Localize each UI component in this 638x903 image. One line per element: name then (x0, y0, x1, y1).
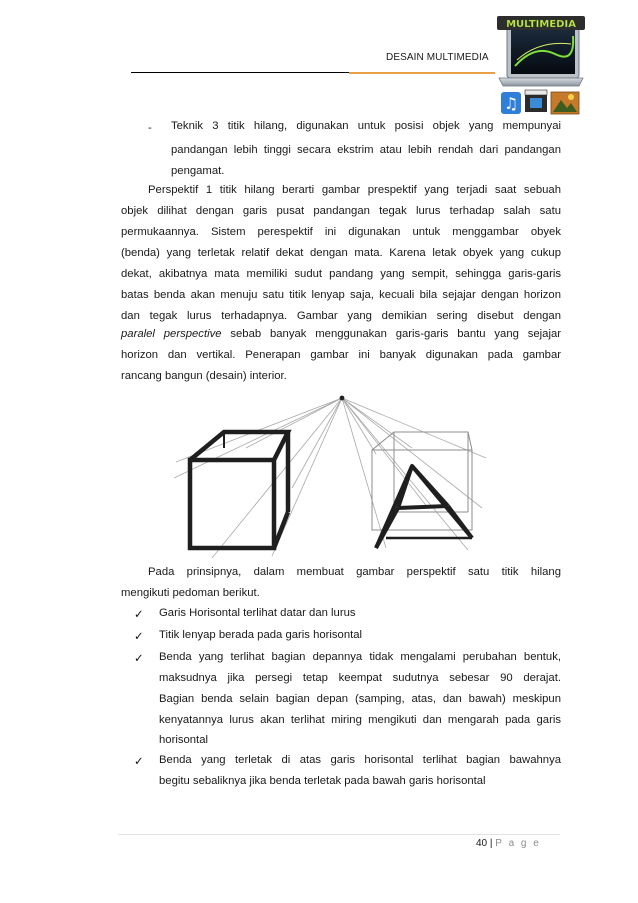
vanishing-point (340, 396, 345, 401)
perspective-illustration (172, 388, 488, 560)
checklist-line: Titik lenyap berada pada garis horisontal (159, 629, 363, 641)
paragraph-line: objek dilihat dengan garis pusat pandangan tegak lurus terhadap salah satu (121, 205, 561, 217)
paragraph-line: rancang bangun (desain) interior. (121, 370, 287, 382)
page-word: P a g e (495, 838, 541, 849)
checklist-line: Garis Horisontal terlihat datar dan lurus (159, 607, 356, 619)
paragraph-line: horizon dan vertikal. Penerapan gambar ini banyak digunakan pada gambar (121, 349, 561, 361)
header-label: DESAIN MULTIMEDIA (386, 52, 489, 63)
page-footer (476, 838, 541, 849)
perspective-guide-lines (174, 398, 486, 558)
italic-term: paralel perspective (121, 328, 222, 340)
svg-text:♫: ♫ (503, 94, 519, 113)
paragraph-line: (benda) yang terletak relatif dekat dengan mata. Karena letak obyek yang cukup (121, 247, 561, 259)
checklist-line: Benda yang terletak di atas garis horisontal terlihat bagian bawahnya (159, 754, 561, 766)
dash-bullet-line: pengamat. (171, 165, 225, 177)
checkmark-icon: ✓ (134, 653, 144, 665)
paragraph-line: batas benda akan menuju satu titik lenyap saja, kecuali bila sejajar dengan horizon (121, 289, 561, 301)
checkmark-icon: ✓ (134, 631, 144, 643)
header-rule (131, 72, 349, 73)
paragraph-line: Perspektif 1 titik hilang berarti gambar prespektif yang terjadi saat sebuah (148, 184, 561, 196)
film-clapper-icon (525, 90, 547, 112)
paragraph-line-rest: sebab banyak menggunakan garis-garis bantu yang sejajar (221, 328, 562, 340)
paragraph-line: permukaannya. Sistem perespektif ini digunakan untuk menggambar obyek (121, 226, 561, 238)
music-note-icon (501, 92, 521, 114)
page-number: 40 (476, 838, 488, 849)
dash-bullet-line: pandangan lebih tinggi secara ekstrim atau lebih rendah dari pandangan (171, 144, 561, 156)
checklist-line: Bagian benda selain bagian depan (samping, atas, dan bawah) meskipun (159, 693, 561, 705)
left-cube (190, 432, 288, 548)
checkmark-icon: ✓ (134, 609, 144, 621)
multimedia-logo (495, 14, 587, 120)
dash-bullet-marker: - (148, 122, 152, 134)
paragraph-line: dekat, akibatnya mata memiliki sudut pandang yang sempit, sehingga garis-garis (121, 268, 561, 280)
paragraph-line (121, 325, 561, 344)
footer-separator: | (489, 838, 493, 849)
checklist-line: begitu sebaliknya jika benda terletak pada bawah garis horisontal (159, 775, 486, 787)
paragraph-line: Pada prinsipnya, dalam membuat gambar perspektif satu titik hilang (148, 566, 561, 578)
checklist-line: kenyatannya lurus akan terlihat miring mengikuti dan mengarah pada garis (159, 714, 561, 726)
photo-icon (551, 92, 579, 114)
checklist-line: Benda yang terlihat bagian depannya tidak mengalami perubahan bentuk, (159, 651, 561, 663)
paragraph-line: dan tegak lurus terhadapnya. Gambar yang demikian sering disebut dengan (121, 310, 561, 322)
checkmark-icon: ✓ (134, 756, 144, 768)
checklist-line: horisontal (159, 734, 208, 746)
checklist-line: maksudnya jika persegi tetap keempat sudutnya sebesar 90 derajat. (159, 672, 561, 684)
logo-text: MULTIMEDIA (506, 19, 576, 30)
paragraph-line: mengikuti pedoman berikut. (121, 587, 260, 599)
dash-bullet-line: Teknik 3 titik hilang, digunakan untuk posisi objek yang mempunyai (171, 120, 561, 132)
footer-rule (118, 834, 560, 835)
right-pyramid (376, 466, 472, 548)
